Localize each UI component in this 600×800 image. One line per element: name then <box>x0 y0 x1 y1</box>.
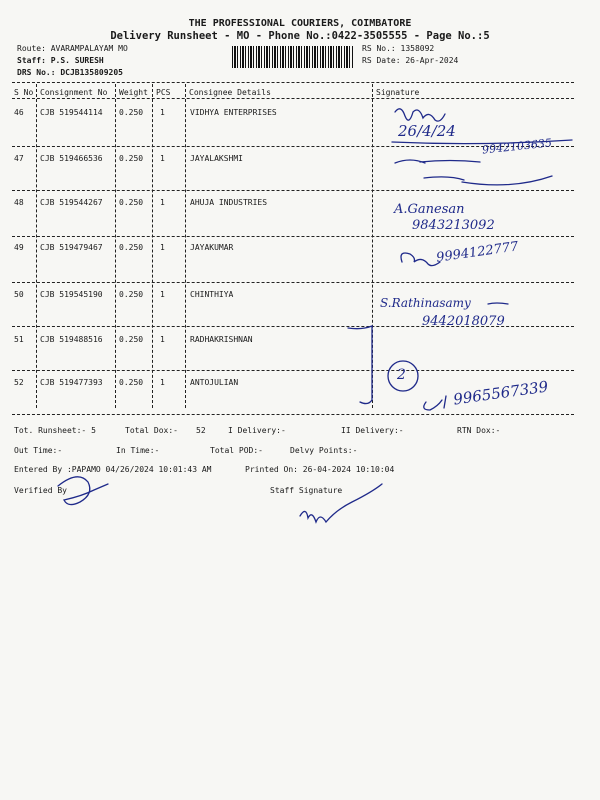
row-sno: 47 <box>14 154 24 163</box>
row-pcs: 1 <box>160 243 165 252</box>
row46-handwritten-date: 26/4/24 <box>398 122 456 140</box>
company-title: THE PROFESSIONAL COURIERS, COIMBATORE <box>188 18 412 29</box>
row-sno: 52 <box>14 378 24 387</box>
row-consignee: RADHAKRISHNAN <box>190 335 253 344</box>
row-weight: 0.250 <box>119 108 144 117</box>
total-runsheet: Tot. Runsheet:- 5 <box>14 426 96 435</box>
row-pcs: 1 <box>160 198 165 207</box>
delvy-points: Delvy Points:- <box>290 446 358 455</box>
col-weight: Weight <box>119 88 148 97</box>
row-consignee: VIDHYA ENTERPRISES <box>190 108 277 117</box>
rs-number: RS No.: 1358092 <box>362 44 435 53</box>
row48-handwritten-phone: 9843213092 <box>412 218 495 233</box>
row48-handwritten-name: A.Ganesan <box>394 202 465 217</box>
row-sno: 50 <box>14 290 24 299</box>
row51-handwritten-mark: 2 <box>397 367 406 383</box>
printed-on: Printed On: 26-04-2024 10:10:04 <box>245 465 395 474</box>
row-weight: 0.250 <box>119 198 144 207</box>
verified-by: Verified By <box>14 486 67 495</box>
row-weight: 0.250 <box>119 378 144 387</box>
runsheet-title: Delivery Runsheet - MO - Phone No.:0422-3505555 - Page No.:5 <box>110 30 490 42</box>
col-consignment: Consignment No <box>40 88 108 97</box>
row-consignment: CJB 519488516 <box>40 335 103 344</box>
drs-number: DRS No.: DCJB135809205 <box>17 68 123 77</box>
row-consignee: ANTOJULIAN <box>190 378 239 387</box>
staff-label: Staff: P.S. SURESH <box>17 56 104 65</box>
out-time: Out Time:- <box>14 446 63 455</box>
rtn-dox: RTN Dox:- <box>457 426 501 435</box>
row-weight: 0.250 <box>119 335 144 344</box>
row-consignee: JAYAKUMAR <box>190 243 234 252</box>
col-signature: Signature <box>376 88 420 97</box>
entered-by: Entered By :PAPAMO 04/26/2024 10:01:43 AM <box>14 465 212 474</box>
row49-handwritten-phone: 9994122777 <box>435 239 520 266</box>
in-time: In Time:- <box>116 446 160 455</box>
row52-handwritten-phone: 9965567339 <box>452 377 550 409</box>
row-consignee: AHUJA INDUSTRIES <box>190 198 268 207</box>
row50-handwritten-name: S.Rathinasamy <box>380 296 471 310</box>
row-pcs: 1 <box>160 378 165 387</box>
row-consignment: CJB 519479467 <box>40 243 103 252</box>
row47-handwritten-phone: 9942103635 <box>481 136 553 157</box>
row-weight: 0.250 <box>119 154 144 163</box>
row-pcs: 1 <box>160 108 165 117</box>
row-sno: 48 <box>14 198 24 207</box>
col-sno: S No <box>14 88 34 97</box>
row-sno: 49 <box>14 243 24 252</box>
col-consignee: Consignee Details <box>189 88 271 97</box>
row-sno: 46 <box>14 108 24 117</box>
row-consignee: JAYALAKSHMI <box>190 154 243 163</box>
row-consignment: CJB 519544267 <box>40 198 103 207</box>
total-pod: Total POD:- <box>210 446 263 455</box>
row-pcs: 1 <box>160 154 165 163</box>
row-pcs: 1 <box>160 335 165 344</box>
row-consignee: CHINTHIYA <box>190 290 234 299</box>
row-consignment: CJB 519466536 <box>40 154 103 163</box>
total-dox-value: 52 <box>196 426 206 435</box>
row-consignment: CJB 519544114 <box>40 108 103 117</box>
total-dox-label: Total Dox:- <box>125 426 178 435</box>
ii-delivery: II Delivery:- <box>341 426 404 435</box>
route-label: Route: AVARAMPALAYAM MO <box>17 44 128 53</box>
row-consignment: CJB 519477393 <box>40 378 103 387</box>
row50-handwritten-phone: 9442018079 <box>422 314 505 329</box>
row-sno: 51 <box>14 335 24 344</box>
i-delivery: I Delivery:- <box>228 426 286 435</box>
row-weight: 0.250 <box>119 290 144 299</box>
row-weight: 0.250 <box>119 243 144 252</box>
col-pcs: PCS <box>156 88 171 97</box>
rs-date: RS Date: 26-Apr-2024 <box>362 56 459 65</box>
staff-signature-label: Staff Signature <box>270 486 343 495</box>
row-pcs: 1 <box>160 290 165 299</box>
row-consignment: CJB 519545190 <box>40 290 103 299</box>
